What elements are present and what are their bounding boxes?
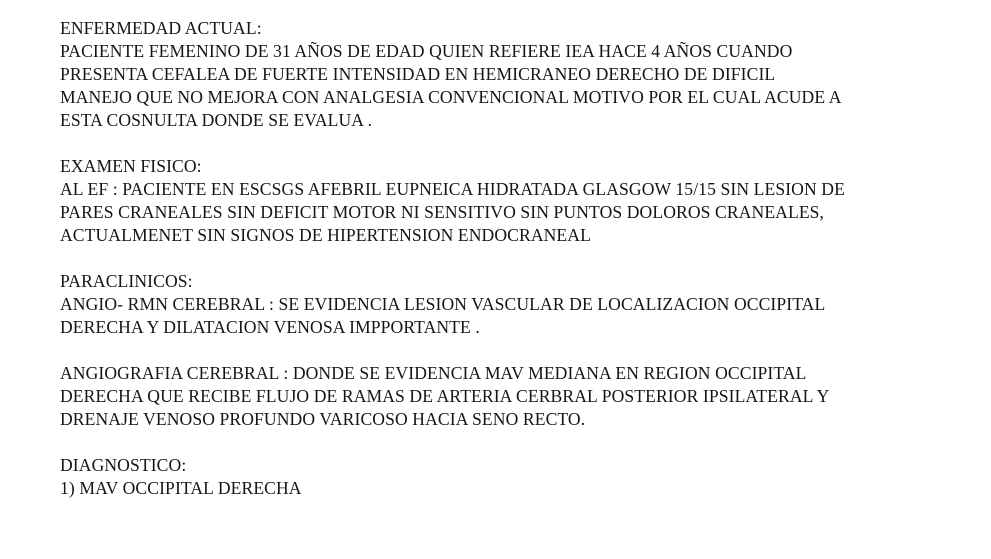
text-line: DRENAJE VENOSO PROFUNDO VARICOSO HACIA SENO RECTO.	[60, 409, 586, 429]
section-heading: DIAGNOSTICO:	[60, 455, 187, 475]
text-line: ESTA COSNULTA DONDE SE EVALUA .	[60, 110, 373, 130]
text-line: DERECHA QUE RECIBE FLUJO DE RAMAS DE ARTERIA CERBRAL POSTERIOR IPSILATERAL Y	[60, 386, 830, 406]
text-line: PRESENTA CEFALEA DE FUERTE INTENSIDAD EN HEMICRANEO DERECHO DE DIFICIL	[60, 64, 776, 84]
text-line: PACIENTE FEMENINO DE 31 AÑOS DE EDAD QUIEN REFIERE IEA HACE 4 AÑOS CUANDO	[60, 41, 793, 61]
section-enfermedad-actual	[60, 17, 980, 132]
text-line: ANGIOGRAFIA CEREBRAL : DONDE SE EVIDENCIA MAV MEDIANA EN REGION OCCIPITAL	[60, 363, 807, 383]
section-examen-fisico	[60, 155, 980, 247]
section-heading: PARACLINICOS:	[60, 271, 193, 291]
section-angiografia	[60, 362, 980, 431]
text-line: ACTUALMENET SIN SIGNOS DE HIPERTENSION ENDOCRANEAL	[60, 225, 591, 245]
clinical-note	[60, 17, 980, 500]
section-heading: ENFERMEDAD ACTUAL:	[60, 18, 262, 38]
text-line: 1) MAV OCCIPITAL DERECHA	[60, 478, 302, 498]
text-line: AL EF : PACIENTE EN ESCSGS AFEBRIL EUPNEICA HIDRATADA GLASGOW 15/15 SIN LESION DE	[60, 179, 845, 199]
text-line: DERECHA Y DILATACION VENOSA IMPPORTANTE .	[60, 317, 480, 337]
section-diagnostico	[60, 454, 980, 500]
text-line: MANEJO QUE NO MEJORA CON ANALGESIA CONVENCIONAL MOTIVO POR EL CUAL ACUDE A	[60, 87, 842, 107]
section-heading: EXAMEN FISICO:	[60, 156, 202, 176]
text-line: ANGIO- RMN CEREBRAL : SE EVIDENCIA LESION VASCULAR DE LOCALIZACION OCCIPITAL	[60, 294, 826, 314]
section-paraclinicos	[60, 270, 980, 339]
text-line: PARES CRANEALES SIN DEFICIT MOTOR NI SENSITIVO SIN PUNTOS DOLOROS CRANEALES,	[60, 202, 825, 222]
